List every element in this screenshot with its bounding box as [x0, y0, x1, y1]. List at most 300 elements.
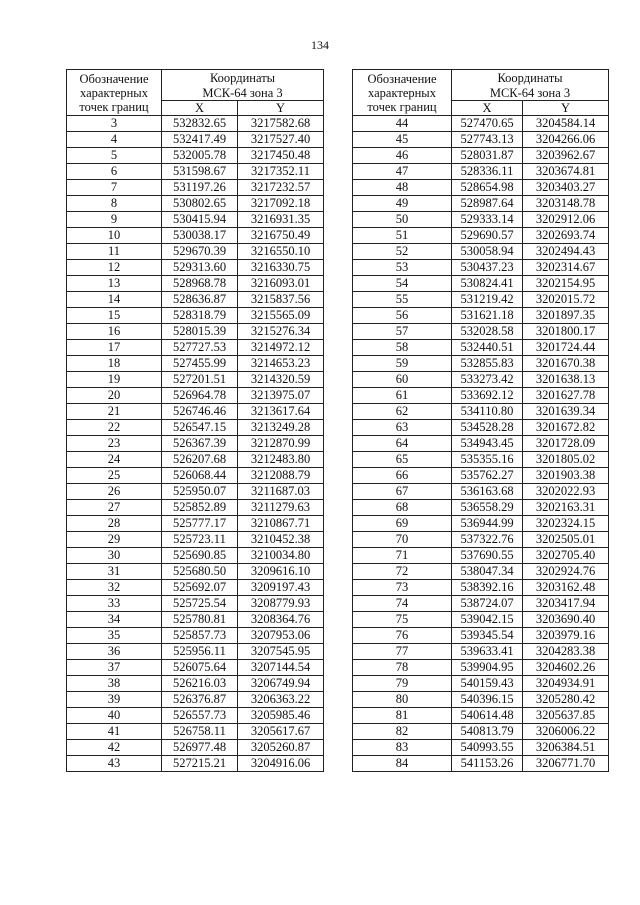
y-coordinate: 3202505.01 — [523, 532, 609, 548]
x-coordinate: 535762.27 — [452, 468, 523, 484]
point-number: 28 — [67, 516, 162, 532]
x-coordinate: 529333.14 — [452, 212, 523, 228]
point-number: 43 — [67, 756, 162, 772]
point-number: 70 — [353, 532, 452, 548]
y-coordinate: 3205280.42 — [523, 692, 609, 708]
x-coordinate: 526964.78 — [162, 388, 238, 404]
point-number: 4 — [67, 132, 162, 148]
y-coordinate: 3216931.35 — [238, 212, 324, 228]
y-coordinate: 3216093.01 — [238, 276, 324, 292]
table-row — [353, 548, 609, 564]
x-coordinate: 540396.15 — [452, 692, 523, 708]
point-number: 46 — [353, 148, 452, 164]
point-number: 24 — [67, 452, 162, 468]
point-number: 29 — [67, 532, 162, 548]
header-point-line: Обозначение — [367, 71, 437, 86]
header-point-name — [353, 70, 452, 116]
y-coordinate: 3201638.13 — [523, 372, 609, 388]
table-row — [353, 244, 609, 260]
table-row — [67, 628, 324, 644]
x-coordinate: 540813.79 — [452, 724, 523, 740]
table-row — [67, 132, 324, 148]
point-number: 72 — [353, 564, 452, 580]
table-row — [67, 468, 324, 484]
point-number: 83 — [353, 740, 452, 756]
table-row — [67, 452, 324, 468]
x-coordinate: 534943.45 — [452, 436, 523, 452]
table-row — [67, 740, 324, 756]
point-number: 15 — [67, 308, 162, 324]
table-row — [353, 196, 609, 212]
y-coordinate: 3215276.34 — [238, 324, 324, 340]
table-row — [67, 596, 324, 612]
point-number: 30 — [67, 548, 162, 564]
header-row — [67, 70, 324, 86]
y-coordinate: 3213975.07 — [238, 388, 324, 404]
x-coordinate: 526216.03 — [162, 676, 238, 692]
header-point-line: точек границ — [79, 99, 149, 114]
point-number: 77 — [353, 644, 452, 660]
x-coordinate: 526068.44 — [162, 468, 238, 484]
y-coordinate: 3205260.87 — [238, 740, 324, 756]
point-number: 35 — [67, 628, 162, 644]
y-coordinate: 3210452.38 — [238, 532, 324, 548]
point-number: 58 — [353, 340, 452, 356]
point-number: 75 — [353, 612, 452, 628]
point-number: 10 — [67, 228, 162, 244]
point-number: 61 — [353, 388, 452, 404]
y-coordinate: 3205617.67 — [238, 724, 324, 740]
point-number: 48 — [353, 180, 452, 196]
point-number: 41 — [67, 724, 162, 740]
table-row — [353, 132, 609, 148]
x-coordinate: 529690.57 — [452, 228, 523, 244]
table-row — [353, 212, 609, 228]
table-row — [353, 660, 609, 676]
x-coordinate: 531598.67 — [162, 164, 238, 180]
table-row — [67, 436, 324, 452]
y-coordinate: 3201724.44 — [523, 340, 609, 356]
x-coordinate: 528968.78 — [162, 276, 238, 292]
x-coordinate: 527215.21 — [162, 756, 238, 772]
x-coordinate: 531621.18 — [452, 308, 523, 324]
x-coordinate: 539345.54 — [452, 628, 523, 644]
x-coordinate: 532005.78 — [162, 148, 238, 164]
point-number: 47 — [353, 164, 452, 180]
table-row — [67, 308, 324, 324]
table-row — [353, 180, 609, 196]
point-number: 37 — [67, 660, 162, 676]
header-point-name — [67, 70, 162, 116]
y-coordinate: 3214972.12 — [238, 340, 324, 356]
y-coordinate: 3204584.14 — [523, 116, 609, 132]
x-coordinate: 537690.55 — [452, 548, 523, 564]
point-number: 9 — [67, 212, 162, 228]
y-coordinate: 3203979.16 — [523, 628, 609, 644]
y-coordinate: 3205985.46 — [238, 708, 324, 724]
header-point-line: характерных — [80, 85, 148, 100]
header-point-line: характерных — [368, 85, 436, 100]
table-row — [67, 276, 324, 292]
x-coordinate: 539904.95 — [452, 660, 523, 676]
point-number: 63 — [353, 420, 452, 436]
point-number: 53 — [353, 260, 452, 276]
point-number: 14 — [67, 292, 162, 308]
x-coordinate: 526207.68 — [162, 452, 238, 468]
point-number: 57 — [353, 324, 452, 340]
table-row — [67, 420, 324, 436]
table-row — [353, 740, 609, 756]
y-coordinate: 3208364.76 — [238, 612, 324, 628]
point-number: 45 — [353, 132, 452, 148]
y-coordinate: 3202924.76 — [523, 564, 609, 580]
x-coordinate: 532855.83 — [452, 356, 523, 372]
y-coordinate: 3204266.06 — [523, 132, 609, 148]
y-coordinate: 3216550.10 — [238, 244, 324, 260]
table-row — [67, 292, 324, 308]
header-x: X — [452, 101, 523, 116]
table-row — [353, 500, 609, 516]
y-coordinate: 3212088.79 — [238, 468, 324, 484]
point-number: 79 — [353, 676, 452, 692]
x-coordinate: 528336.11 — [452, 164, 523, 180]
point-number: 36 — [67, 644, 162, 660]
y-coordinate: 3206771.70 — [523, 756, 609, 772]
x-coordinate: 532028.58 — [452, 324, 523, 340]
x-coordinate: 531219.42 — [452, 292, 523, 308]
table-row — [67, 228, 324, 244]
point-number: 81 — [353, 708, 452, 724]
point-number: 12 — [67, 260, 162, 276]
table-row — [353, 468, 609, 484]
x-coordinate: 527470.65 — [452, 116, 523, 132]
x-coordinate: 528031.87 — [452, 148, 523, 164]
y-coordinate: 3216330.75 — [238, 260, 324, 276]
table-row — [67, 580, 324, 596]
table-row — [67, 324, 324, 340]
point-number: 65 — [353, 452, 452, 468]
table-row — [353, 372, 609, 388]
point-number: 59 — [353, 356, 452, 372]
x-coordinate: 539633.41 — [452, 644, 523, 660]
table-row — [353, 708, 609, 724]
point-number: 69 — [353, 516, 452, 532]
point-number: 44 — [353, 116, 452, 132]
point-number: 18 — [67, 356, 162, 372]
table-row — [67, 756, 324, 772]
y-coordinate: 3211279.63 — [238, 500, 324, 516]
point-number: 71 — [353, 548, 452, 564]
x-coordinate: 537322.76 — [452, 532, 523, 548]
table-row — [353, 516, 609, 532]
x-coordinate: 528015.39 — [162, 324, 238, 340]
x-coordinate: 529670.39 — [162, 244, 238, 260]
x-coordinate: 533692.12 — [452, 388, 523, 404]
point-number: 60 — [353, 372, 452, 388]
table-row — [67, 724, 324, 740]
table-row — [67, 548, 324, 564]
point-number: 55 — [353, 292, 452, 308]
point-number: 5 — [67, 148, 162, 164]
table-row — [67, 708, 324, 724]
x-coordinate: 526376.87 — [162, 692, 238, 708]
coordinates-table-left — [66, 69, 324, 772]
point-number: 23 — [67, 436, 162, 452]
point-number: 8 — [67, 196, 162, 212]
x-coordinate: 525680.50 — [162, 564, 238, 580]
x-coordinate: 527727.53 — [162, 340, 238, 356]
point-number: 17 — [67, 340, 162, 356]
x-coordinate: 527201.51 — [162, 372, 238, 388]
header-point-line: Обозначение — [79, 71, 149, 86]
y-coordinate: 3217450.48 — [238, 148, 324, 164]
x-coordinate: 525723.11 — [162, 532, 238, 548]
y-coordinate: 3203162.48 — [523, 580, 609, 596]
y-coordinate: 3208779.93 — [238, 596, 324, 612]
y-coordinate: 3202022.93 — [523, 484, 609, 500]
x-coordinate: 525857.73 — [162, 628, 238, 644]
table-row — [353, 260, 609, 276]
point-number: 34 — [67, 612, 162, 628]
x-coordinate: 530415.94 — [162, 212, 238, 228]
x-coordinate: 526557.73 — [162, 708, 238, 724]
table-row — [353, 612, 609, 628]
y-coordinate: 3203403.27 — [523, 180, 609, 196]
y-coordinate: 3202494.43 — [523, 244, 609, 260]
point-number: 21 — [67, 404, 162, 420]
y-coordinate: 3207545.95 — [238, 644, 324, 660]
table-row — [353, 756, 609, 772]
y-coordinate: 3202154.95 — [523, 276, 609, 292]
y-coordinate: 3201639.34 — [523, 404, 609, 420]
y-coordinate: 3203417.94 — [523, 596, 609, 612]
y-coordinate: 3203148.78 — [523, 196, 609, 212]
table-row — [67, 388, 324, 404]
x-coordinate: 525780.81 — [162, 612, 238, 628]
y-coordinate: 3202314.67 — [523, 260, 609, 276]
point-number: 84 — [353, 756, 452, 772]
table-row — [353, 676, 609, 692]
point-number: 49 — [353, 196, 452, 212]
x-coordinate: 540159.43 — [452, 676, 523, 692]
x-coordinate: 529313.60 — [162, 260, 238, 276]
x-coordinate: 528654.98 — [452, 180, 523, 196]
x-coordinate: 526758.11 — [162, 724, 238, 740]
y-coordinate: 3204934.91 — [523, 676, 609, 692]
point-number: 13 — [67, 276, 162, 292]
point-number: 73 — [353, 580, 452, 596]
y-coordinate: 3214653.23 — [238, 356, 324, 372]
point-number: 42 — [67, 740, 162, 756]
x-coordinate: 533273.42 — [452, 372, 523, 388]
point-number: 3 — [67, 116, 162, 132]
table-row — [67, 564, 324, 580]
y-coordinate: 3202324.15 — [523, 516, 609, 532]
point-number: 51 — [353, 228, 452, 244]
table-row — [67, 356, 324, 372]
y-coordinate: 3203962.67 — [523, 148, 609, 164]
y-coordinate: 3217232.57 — [238, 180, 324, 196]
x-coordinate: 534528.28 — [452, 420, 523, 436]
table-row — [67, 404, 324, 420]
point-number: 33 — [67, 596, 162, 612]
x-coordinate: 525690.85 — [162, 548, 238, 564]
y-coordinate: 3201672.82 — [523, 420, 609, 436]
table-body-right — [353, 70, 609, 772]
table-row — [353, 580, 609, 596]
x-coordinate: 535355.16 — [452, 452, 523, 468]
table-row — [353, 564, 609, 580]
x-coordinate: 530824.41 — [452, 276, 523, 292]
x-coordinate: 540614.48 — [452, 708, 523, 724]
x-coordinate: 525725.54 — [162, 596, 238, 612]
page-number: 134 — [311, 38, 329, 52]
point-number: 56 — [353, 308, 452, 324]
x-coordinate: 532417.49 — [162, 132, 238, 148]
point-number: 67 — [353, 484, 452, 500]
table-row — [67, 644, 324, 660]
y-coordinate: 3211687.03 — [238, 484, 324, 500]
y-coordinate: 3215837.56 — [238, 292, 324, 308]
table-row — [67, 164, 324, 180]
table-row — [67, 660, 324, 676]
table-row — [67, 212, 324, 228]
x-coordinate: 530802.65 — [162, 196, 238, 212]
x-coordinate: 531197.26 — [162, 180, 238, 196]
x-coordinate: 540993.55 — [452, 740, 523, 756]
table-row — [353, 340, 609, 356]
header-y: Y — [238, 101, 324, 116]
x-coordinate: 536558.29 — [452, 500, 523, 516]
x-coordinate: 525956.11 — [162, 644, 238, 660]
y-coordinate: 3201670.38 — [523, 356, 609, 372]
header-coords-system: МСК-64 зона 3 — [162, 85, 324, 101]
y-coordinate: 3202015.72 — [523, 292, 609, 308]
y-coordinate: 3214320.59 — [238, 372, 324, 388]
x-coordinate: 525777.17 — [162, 516, 238, 532]
y-coordinate: 3201805.02 — [523, 452, 609, 468]
table-row — [353, 308, 609, 324]
header-coords-title: Координаты — [452, 70, 609, 86]
table-row — [353, 724, 609, 740]
x-coordinate: 527455.99 — [162, 356, 238, 372]
x-coordinate: 536944.99 — [452, 516, 523, 532]
point-number: 78 — [353, 660, 452, 676]
x-coordinate: 526367.39 — [162, 436, 238, 452]
table-row — [353, 596, 609, 612]
x-coordinate: 526075.64 — [162, 660, 238, 676]
y-coordinate: 3202705.40 — [523, 548, 609, 564]
table-row — [353, 484, 609, 500]
point-number: 19 — [67, 372, 162, 388]
y-coordinate: 3213249.28 — [238, 420, 324, 436]
x-coordinate: 530058.94 — [452, 244, 523, 260]
x-coordinate: 528636.87 — [162, 292, 238, 308]
y-coordinate: 3206363.22 — [238, 692, 324, 708]
point-number: 39 — [67, 692, 162, 708]
x-coordinate: 528987.64 — [452, 196, 523, 212]
header-coords-title: Координаты — [162, 70, 324, 86]
y-coordinate: 3209197.43 — [238, 580, 324, 596]
table-row — [353, 532, 609, 548]
table-row — [353, 436, 609, 452]
point-number: 6 — [67, 164, 162, 180]
y-coordinate: 3207953.06 — [238, 628, 324, 644]
table-row — [353, 276, 609, 292]
point-number: 27 — [67, 500, 162, 516]
y-coordinate: 3203674.81 — [523, 164, 609, 180]
y-coordinate: 3201897.35 — [523, 308, 609, 324]
point-number: 66 — [353, 468, 452, 484]
table-row — [353, 628, 609, 644]
point-number: 62 — [353, 404, 452, 420]
y-coordinate: 3201903.38 — [523, 468, 609, 484]
table-row — [67, 340, 324, 356]
y-coordinate: 3205637.85 — [523, 708, 609, 724]
y-coordinate: 3201800.17 — [523, 324, 609, 340]
point-number: 32 — [67, 580, 162, 596]
point-number: 7 — [67, 180, 162, 196]
table-row — [353, 692, 609, 708]
x-coordinate: 530038.17 — [162, 228, 238, 244]
point-number: 25 — [67, 468, 162, 484]
y-coordinate: 3204602.26 — [523, 660, 609, 676]
header-coords-system: МСК-64 зона 3 — [452, 85, 609, 101]
point-number: 68 — [353, 500, 452, 516]
coordinates-table-right — [352, 69, 609, 772]
point-number: 20 — [67, 388, 162, 404]
y-coordinate: 3204283.38 — [523, 644, 609, 660]
point-number: 80 — [353, 692, 452, 708]
y-coordinate: 3210867.71 — [238, 516, 324, 532]
x-coordinate: 528318.79 — [162, 308, 238, 324]
y-coordinate: 3215565.09 — [238, 308, 324, 324]
y-coordinate: 3206749.94 — [238, 676, 324, 692]
point-number: 22 — [67, 420, 162, 436]
table-row — [67, 196, 324, 212]
table-row — [67, 692, 324, 708]
y-coordinate: 3206006.22 — [523, 724, 609, 740]
table-body-left — [67, 70, 324, 772]
table-row — [67, 116, 324, 132]
point-number: 64 — [353, 436, 452, 452]
table-row — [67, 180, 324, 196]
table-row — [353, 116, 609, 132]
table-row — [67, 484, 324, 500]
table-row — [353, 388, 609, 404]
table-row — [67, 516, 324, 532]
point-number: 11 — [67, 244, 162, 260]
header-x: X — [162, 101, 238, 116]
table-row — [353, 148, 609, 164]
table-row — [67, 676, 324, 692]
point-number: 38 — [67, 676, 162, 692]
x-coordinate: 526547.15 — [162, 420, 238, 436]
x-coordinate: 526977.48 — [162, 740, 238, 756]
table-row — [353, 452, 609, 468]
table-row — [67, 612, 324, 628]
x-coordinate: 526746.46 — [162, 404, 238, 420]
point-number: 31 — [67, 564, 162, 580]
x-coordinate: 541153.26 — [452, 756, 523, 772]
point-number: 16 — [67, 324, 162, 340]
table-row — [353, 404, 609, 420]
point-number: 50 — [353, 212, 452, 228]
point-number: 54 — [353, 276, 452, 292]
header-row — [353, 70, 609, 86]
table-row — [353, 292, 609, 308]
y-coordinate: 3210034.80 — [238, 548, 324, 564]
